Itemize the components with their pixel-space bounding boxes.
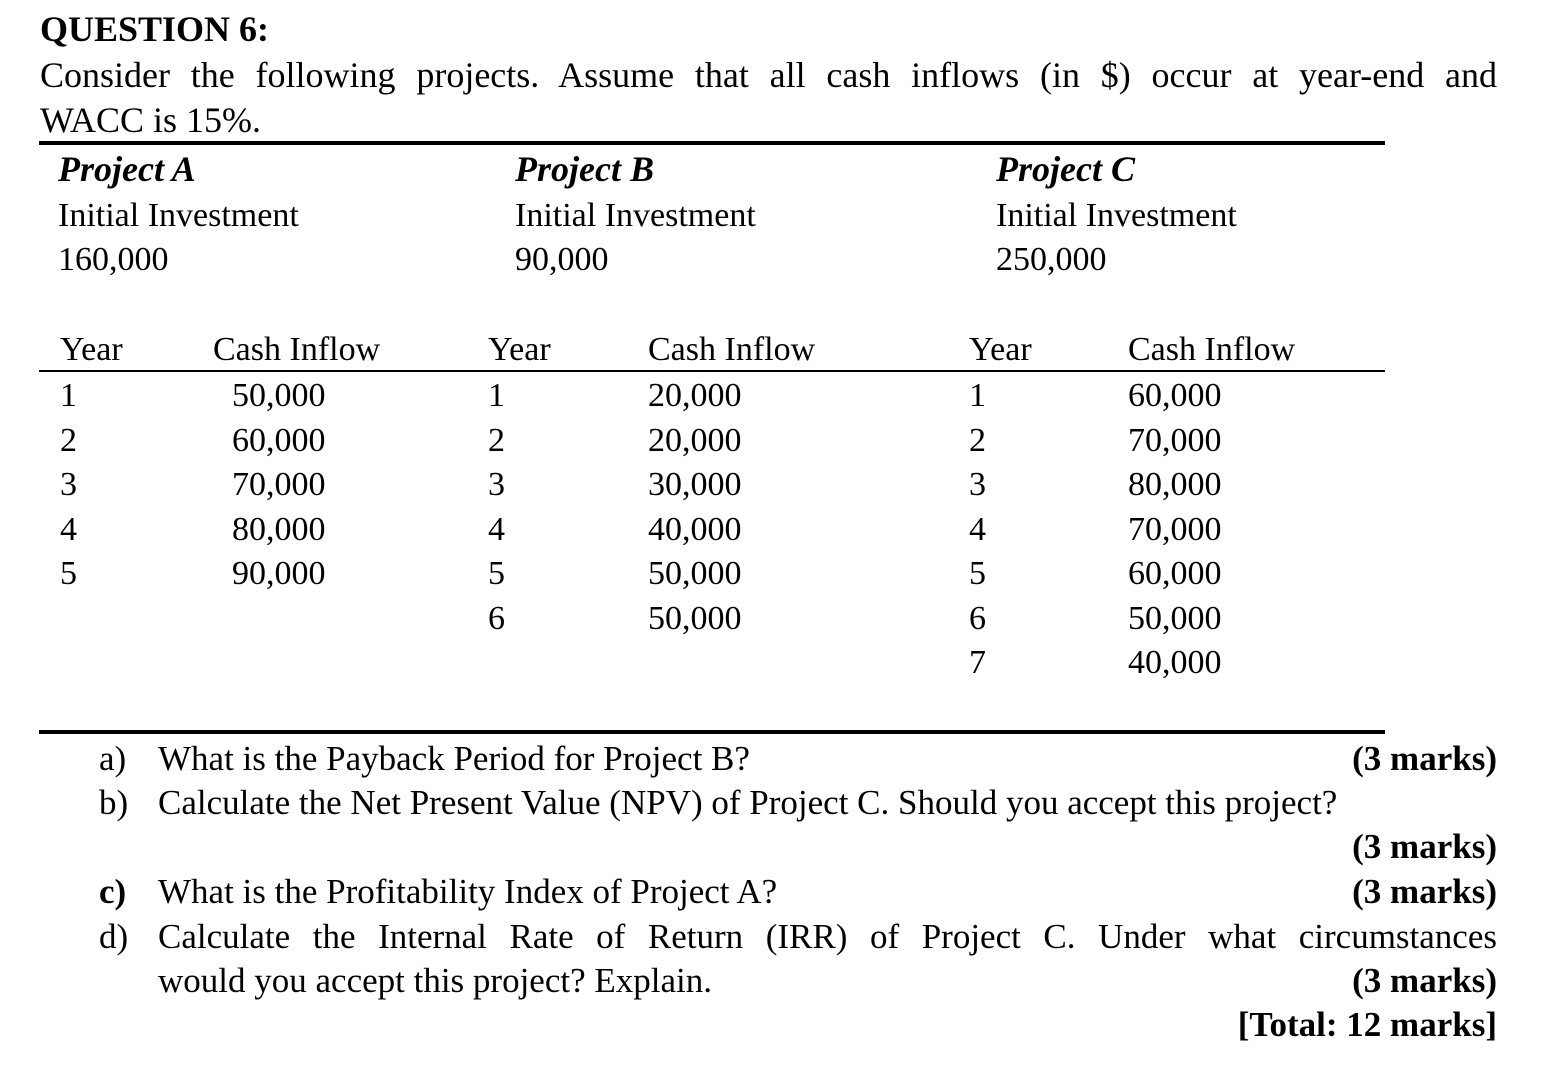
question-a-marks: (3 marks) (1352, 739, 1497, 778)
project-c-inflow-header: Cash Inflow (1128, 331, 1296, 368)
project-a-year-header: Year (60, 331, 123, 368)
project-c-inflow-cell: 80,000 (1128, 466, 1222, 503)
total-marks: [Total: 12 marks] (1237, 1005, 1497, 1044)
question-c-text: What is the Profitability Index of Project A? (158, 872, 778, 911)
intro-line-2: WACC is 15%. (40, 100, 262, 140)
project-b-investment-label: Initial Investment (515, 197, 756, 234)
project-b-inflow-cell: 30,000 (648, 466, 742, 503)
project-a-investment-label: Initial Investment (58, 197, 299, 234)
project-a-year-cell: 3 (60, 466, 77, 503)
project-b-year-cell: 5 (488, 555, 505, 592)
project-c-inflow-cell: 50,000 (1128, 599, 1222, 637)
project-b-year-cell: 6 (488, 599, 505, 637)
project-b-year-cell: 3 (488, 466, 505, 503)
project-c-year-cell: 7 (969, 644, 986, 681)
project-b-inflow-cell: 20,000 (648, 377, 742, 414)
project-c-inflow-cell: 70,000 (1128, 421, 1222, 459)
project-b-inflow-header: Cash Inflow (648, 331, 816, 368)
project-c-title: Project C (996, 149, 1135, 189)
project-c-inflow-cell: 60,000 (1128, 377, 1222, 414)
question-b-label: b) (99, 783, 129, 822)
project-b-year-cell: 2 (488, 421, 505, 459)
project-b-inflow-cell: 40,000 (648, 510, 742, 548)
table-top-rule (39, 141, 1385, 145)
project-b-title: Project B (515, 149, 654, 189)
project-b-year-cell: 4 (488, 510, 505, 548)
question-title: QUESTION 6: (40, 9, 270, 49)
project-c-investment-label: Initial Investment (996, 197, 1237, 234)
question-d-label: d) (99, 917, 129, 956)
question-b-text: Calculate the Net Present Value (NPV) of Project C. Should you accept this project? (158, 783, 1338, 822)
project-c-year-cell: 6 (969, 599, 986, 637)
question-d-text-line-2: would you accept this project? Explain. (158, 961, 713, 1000)
question-c-marks: (3 marks) (1352, 872, 1497, 911)
table-bottom-rule (39, 730, 1385, 734)
project-b-inflow-cell: 50,000 (648, 599, 742, 637)
project-a-year-cell: 4 (60, 510, 77, 548)
project-a-investment: 160,000 (58, 241, 169, 278)
project-a-inflow-header: Cash Inflow (213, 331, 381, 368)
project-b-inflow-cell: 20,000 (648, 421, 742, 459)
intro-line-1: Consider the following projects. Assume that all cash inflows (in $) occur at year-end and (40, 55, 1497, 95)
question-a-label: a) (99, 739, 127, 778)
question-a-text: What is the Payback Period for Project B? (158, 739, 750, 778)
project-a-inflow-cell: 80,000 (232, 510, 326, 548)
header-rule (39, 370, 1385, 372)
project-c-year-cell: 2 (969, 421, 986, 459)
project-c-inflow-cell: 40,000 (1128, 644, 1222, 681)
project-a-year-cell: 1 (60, 377, 77, 414)
project-a-inflow-cell: 60,000 (232, 421, 326, 459)
project-a-inflow-cell: 90,000 (232, 555, 326, 592)
project-b-year-header: Year (488, 331, 551, 368)
project-c-inflow-cell: 60,000 (1128, 555, 1222, 592)
project-b-year-cell: 1 (488, 377, 505, 414)
question-b-marks: (3 marks) (1352, 827, 1497, 866)
project-a-year-cell: 2 (60, 421, 77, 459)
question-d-marks: (3 marks) (1352, 961, 1497, 1000)
project-b-inflow-cell: 50,000 (648, 555, 742, 592)
question-c-label: c) (99, 872, 127, 911)
project-c-year-header: Year (969, 331, 1032, 368)
project-a-inflow-cell: 70,000 (232, 466, 326, 503)
project-c-year-cell: 4 (969, 510, 986, 548)
project-c-investment: 250,000 (996, 241, 1107, 278)
project-a-year-cell: 5 (60, 555, 77, 592)
project-a-title: Project A (58, 149, 196, 189)
project-c-year-cell: 1 (969, 377, 986, 414)
project-c-year-cell: 5 (969, 555, 986, 592)
project-b-investment: 90,000 (515, 241, 609, 278)
project-c-inflow-cell: 70,000 (1128, 510, 1222, 548)
question-d-text-line-1: Calculate the Internal Rate of Return (IRR) of Project C. Under what circumstances (158, 917, 1497, 956)
project-a-inflow-cell: 50,000 (232, 377, 326, 414)
project-c-year-cell: 3 (969, 466, 986, 503)
